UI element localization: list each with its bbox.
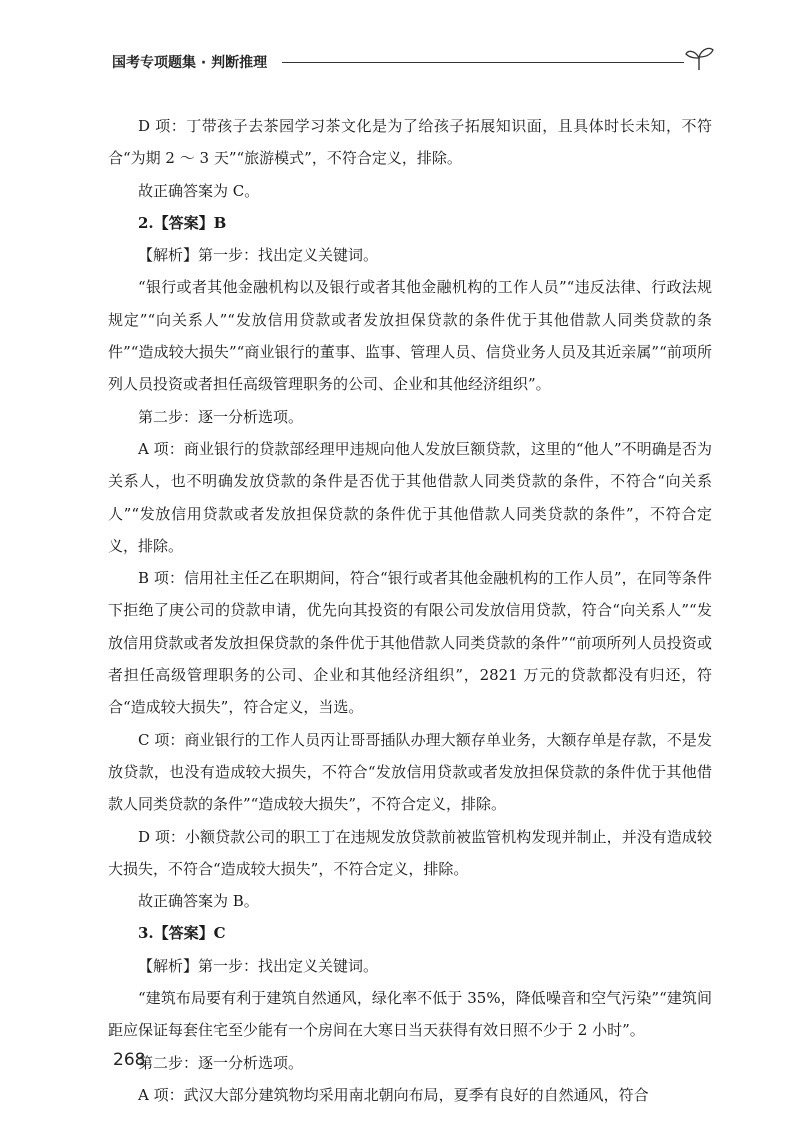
page-number: 268 — [113, 1050, 146, 1070]
option-b-analysis: B 项：信用社主任乙在职期间，符合“银行或者其他金融机构的工作人员”，在同等条件下拒绝了庚公司的贷款申请，优先向其投资的有限公司发放信用贷款，符合“向关系人”“发放信用贷款或者发放担保贷款的条件优于其他借款人同类贷款的条件”“前项所列人员投资或者担任高级管理职务的公司、企业和其他经济组织”，2821 万元的贷款都没有归还，符合“造成较大损失”，符合定义，当选。 — [108, 569, 712, 717]
option-d-analysis: D 项：丁带孩子去茶园学习茶文化是为了给孩子拓展知识面，且具体时长未知，不符合“为期 2 ～ 3 天”“旅游模式”，不符合定义，排除。 — [108, 117, 712, 168]
option-a-analysis: A 项：武汉大部分建筑物均采用南北朝向布局，夏季有良好的自然通风，符合 — [138, 1085, 649, 1104]
option-d-analysis: D 项：小额贷款公司的职工丁在违规发放贷款前被监管机构发现并制止，并没有造成较大损失，不符合“造成较大损失”，不符合定义，排除。 — [108, 827, 712, 878]
analysis-step-1: 【解析】第一步：找出定义关键词。 — [138, 246, 379, 265]
analysis-step-2: 第二步：逐一分析选项。 — [138, 407, 304, 426]
answer-conclusion: 故正确答案为 C。 — [138, 181, 260, 200]
header-rule — [282, 62, 684, 63]
analysis-step-1: 【解析】第一步：找出定义关键词。 — [138, 956, 379, 975]
question-2-answer: 2.【答案】B — [138, 213, 227, 232]
header-title: 国考专项题集 · 判断推理 — [112, 55, 268, 71]
answer-explanation-text — [108, 110, 712, 1111]
option-a-analysis: A 项：商业银行的贷款部经理甲违规向他人发放巨额贷款，这里的“他人”不明确是否为关系人，也不明确发放贷款的条件是否优于其他借款人同类贷款的条件，不符合“向关系人”“发放信用贷款或者发放担保贷款的条件优于其他借款人同类贷款的条件”，不符合定义，排除。 — [108, 439, 712, 555]
running-header — [112, 50, 712, 74]
sprout-icon — [682, 44, 716, 72]
option-c-analysis: C 项：商业银行的工作人员丙让哥哥插队办理大额存单业务，大额存单是存款，不是发放贷款，也没有造成较大损失，不符合“发放信用贷款或者发放担保贷款的条件优于其他借款人同类贷款的条件”“造成较大损失”，不符合定义，排除。 — [108, 730, 712, 814]
definition-keywords: “建筑布局要有利于建筑自然通风，绿化率不低于 35%，降低噪音和空气污染”“建筑间距应保证每套住宅至少能有一个房间在大寒日当天获得有效日照不少于 2 小时”。 — [108, 989, 712, 1040]
definition-keywords: “银行或者其他金融机构以及银行或者其他金融机构的工作人员”“违反法律、行政法规规定”“向关系人”“发放信用贷款或者发放担保贷款的条件优于其他借款人同类贷款的条件”“造成较大损失”“商业银行的董事、监事、管理人员、信贷业务人员及其近亲属”“前项所列人员投资或者担任高级管理职务的公司、企业和其他经济组织”。 — [108, 278, 712, 394]
answer-conclusion: 故正确答案为 B。 — [138, 892, 259, 911]
analysis-step-2: 第二步：逐一分析选项。 — [138, 1053, 304, 1072]
question-3-answer: 3.【答案】C — [138, 924, 226, 943]
